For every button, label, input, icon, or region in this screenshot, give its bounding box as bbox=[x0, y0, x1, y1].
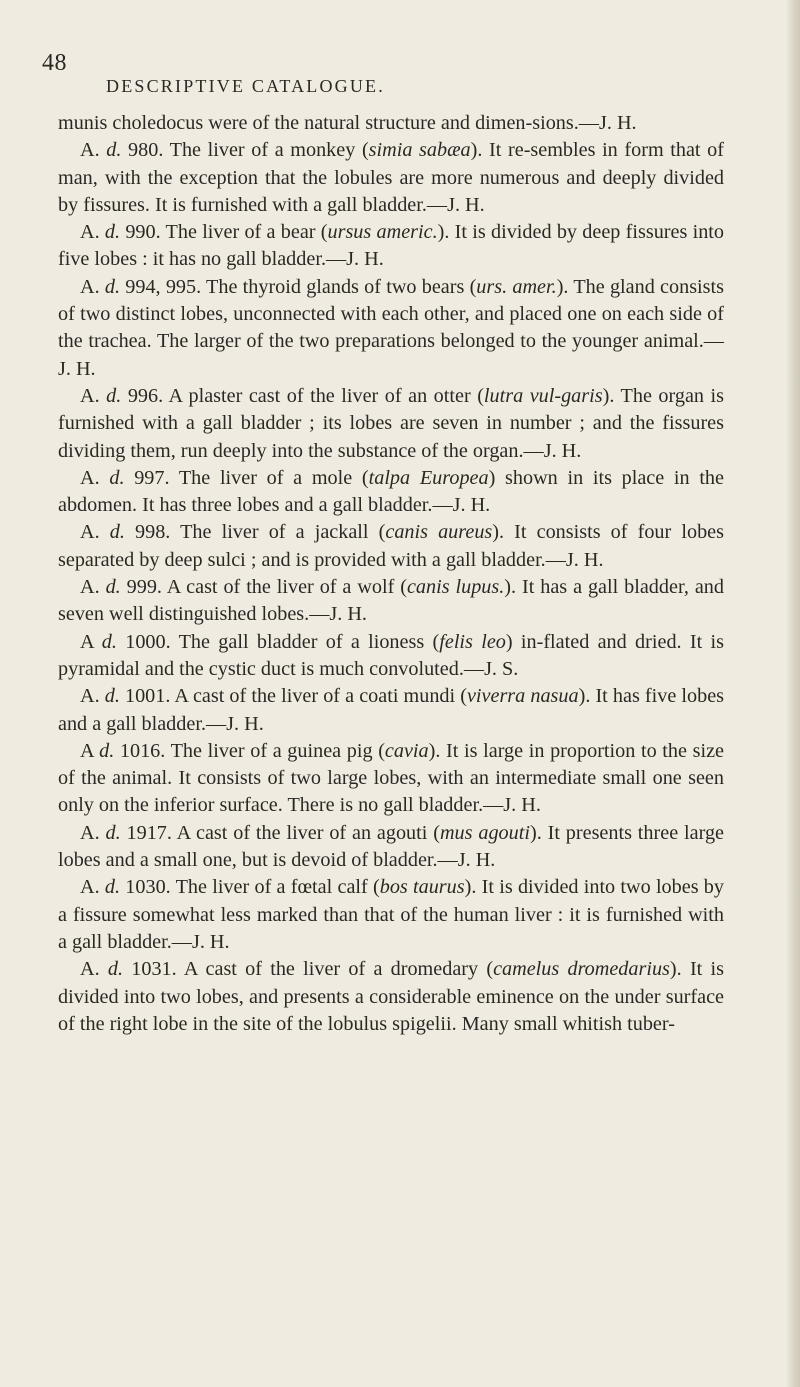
catalogue-entry bbox=[58, 574, 724, 629]
catalogue-entry bbox=[58, 137, 724, 219]
entry-text: A. bbox=[80, 221, 105, 244]
entry-text: 997. The liver of a mole ( bbox=[124, 466, 369, 489]
catalogue-entry bbox=[58, 874, 724, 956]
entry-text: 990. The liver of a bear ( bbox=[120, 221, 328, 244]
italic-term: d. bbox=[105, 821, 121, 844]
entry-text: ). It re-sembles in form that of man, with the exception that the lobules are more numerous and deeply divided by fissures. It is furnished with a gall bladder.—J. H. bbox=[58, 139, 724, 216]
italic-term: d. bbox=[104, 876, 121, 899]
entry-text: 1001. A cast of the liver of a coati mundi ( bbox=[119, 685, 467, 708]
italic-term: urs. amer. bbox=[476, 275, 557, 298]
italic-term: bos taurus bbox=[379, 876, 465, 899]
entry-text: ). It has five lobes and a gall bladder.—J. H. bbox=[58, 685, 725, 735]
entry-text: ) shown in its place in the abdomen. It has three lobes and a gall bladder.—J. H. bbox=[58, 466, 724, 517]
continued-paragraph bbox=[58, 110, 724, 137]
entry-text: A. bbox=[80, 466, 110, 489]
catalogue-entry bbox=[58, 629, 724, 684]
catalogue-entry bbox=[58, 738, 724, 820]
entry-text: A. bbox=[80, 821, 106, 844]
entry-text: A bbox=[80, 630, 102, 653]
entry-text: 1000. The gall bladder of a lioness ( bbox=[116, 630, 440, 653]
catalogue-entry bbox=[58, 519, 724, 574]
italic-term: d. bbox=[99, 739, 115, 762]
italic-term: felis leo bbox=[439, 630, 506, 653]
italic-term: d. bbox=[104, 275, 121, 298]
entry-text: ). It consists of four lobes separated by deep sulci ; and is provided with a gall bladder.—J. H. bbox=[58, 521, 724, 571]
italic-term: canis lupus. bbox=[406, 576, 505, 599]
italic-term: canis aureus bbox=[385, 521, 493, 544]
entry-text: 1016. The liver of a guinea pig ( bbox=[114, 739, 385, 762]
catalogue-entry bbox=[58, 383, 724, 465]
entry-text: ). It presents three large lobes and a small one, but is devoid of bladder.—J. H. bbox=[58, 821, 725, 872]
catalogue-entry bbox=[58, 219, 724, 274]
entry-text: ). The organ is furnished with a gall bladder ; its lobes are seven in number ; and the fissures dividing them, run deeply into the substance of the organ.—J. H. bbox=[58, 384, 724, 462]
entry-text: 980. The liver of a monkey ( bbox=[121, 139, 369, 162]
italic-term: d. bbox=[106, 139, 122, 162]
entry-text: 1030. The liver of a fœtal calf ( bbox=[120, 876, 380, 899]
entry-text: ). It is large in proportion to the size of the animal. It consists of two large lobes, with an intermediate small one seen only on the inferior surface. There is no gall bladder.—J. H. bbox=[58, 739, 724, 817]
italic-term: d. bbox=[109, 521, 125, 544]
entry-text: A. bbox=[80, 275, 105, 298]
entry-text: A. bbox=[80, 521, 110, 544]
italic-term: d. bbox=[105, 576, 121, 599]
italic-term: simia sabæa bbox=[368, 139, 471, 162]
catalogue-entry bbox=[58, 683, 724, 738]
entry-text: A. bbox=[80, 576, 106, 599]
running-head: DESCRIPTIVE CATALOGUE. bbox=[106, 76, 385, 96]
page-header bbox=[42, 50, 732, 96]
entry-text: 994, 995. The thyroid glands of two bears ( bbox=[120, 275, 477, 298]
italic-term: d. bbox=[101, 630, 117, 653]
entry-text: ) in-flated and dried. It is pyramidal and the cystic duct is much convoluted.—J. S. bbox=[58, 630, 725, 680]
entry-text: ). It is divided into two lobes by a fissure somewhat less marked than that of the human liver : it is furnished with a gall bladder.—J. H. bbox=[58, 876, 724, 953]
entry-text: ). It is divided into two lobes, and presents a considerable eminence on the under surface of the right lobe in the site of the lobulus spigelii. Many small whitish tuber- bbox=[58, 958, 724, 1035]
italic-term: cavia bbox=[384, 739, 429, 762]
italic-term: ursus americ. bbox=[327, 221, 438, 244]
italic-term: d. bbox=[104, 221, 121, 244]
entry-text: ). It has a gall bladder, and seven well distinguished lobes.—J. H. bbox=[58, 576, 724, 626]
page-number: 48 bbox=[42, 50, 67, 76]
entry-text: 999. A cast of the liver of a wolf ( bbox=[120, 576, 407, 599]
italic-term: d. bbox=[109, 466, 125, 489]
entry-text: ). It is divided by deep fissures into five lobes : it has no gall bladder.—J. H. bbox=[58, 221, 724, 271]
italic-term: lutra vul-garis bbox=[483, 384, 603, 407]
entry-text: 998. The liver of a jackall ( bbox=[124, 521, 386, 544]
catalogue-entry bbox=[58, 956, 724, 1038]
italic-term: mus agouti bbox=[439, 821, 530, 844]
entry-text: 996. A plaster cast of the liver of an otter ( bbox=[121, 384, 484, 407]
entry-text: A. bbox=[80, 876, 105, 899]
entry-text: A. bbox=[80, 384, 107, 407]
page-edge-shadow bbox=[786, 0, 800, 1387]
entry-text: munis choledocus were of the natural structure and dimen-sions.—J. H. bbox=[58, 112, 637, 134]
catalogue-text bbox=[58, 110, 724, 1038]
italic-term: camelus dromedarius bbox=[493, 958, 670, 981]
italic-term: d. bbox=[106, 384, 122, 407]
entry-text: 1917. A cast of the liver of an agouti ( bbox=[120, 821, 440, 844]
entry-text: ). The gland consists of two distinct lobes, unconnected with each other, and placed one on each side of the trachea. The larger of the two preparations belonged to the younger animal.—J. H. bbox=[58, 275, 724, 380]
entry-text: 1031. A cast of the liver of a dromedary ( bbox=[123, 958, 494, 981]
italic-term: d. bbox=[107, 958, 124, 981]
entry-text: A. bbox=[80, 958, 108, 981]
catalogue-entry bbox=[58, 274, 724, 383]
catalogue-entry bbox=[58, 465, 724, 520]
entry-text: A bbox=[80, 739, 100, 762]
italic-term: d. bbox=[104, 685, 120, 708]
italic-term: viverra nasua bbox=[466, 685, 579, 708]
italic-term: talpa Europea bbox=[368, 466, 489, 489]
entry-text: A. bbox=[80, 685, 105, 708]
entry-text: A. bbox=[80, 139, 107, 162]
catalogue-entry bbox=[58, 820, 724, 875]
